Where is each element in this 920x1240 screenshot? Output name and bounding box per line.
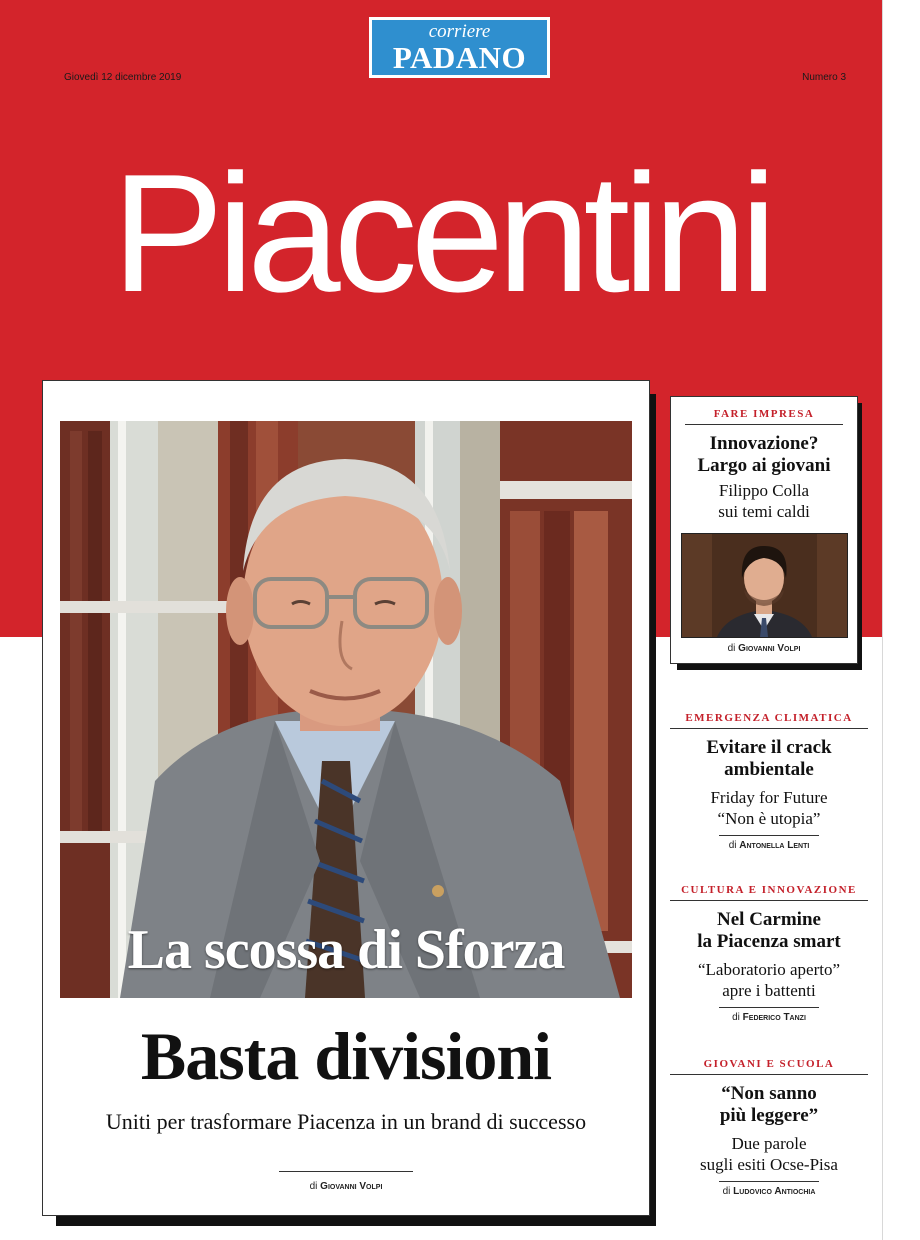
filippo-colla-photo[interactable] xyxy=(681,533,848,638)
issue-date: Giovedì 12 dicembre 2019 xyxy=(64,72,182,83)
publication-title: Piacentini xyxy=(111,139,771,327)
young-man-portrait xyxy=(682,534,847,637)
byline-author: Ludovico Antiochia xyxy=(733,1186,816,1197)
sidebar-story-emergenza-climatica[interactable] xyxy=(670,710,868,851)
kicker-divider xyxy=(670,728,868,729)
story-byline xyxy=(671,643,857,654)
story-byline xyxy=(670,1012,868,1023)
story-subline1: Due parole xyxy=(731,1134,807,1153)
byline-author: Giovanni Volpi xyxy=(320,1181,383,1192)
byline-prefix: di xyxy=(732,1012,740,1023)
kicker-divider xyxy=(670,900,868,901)
story-headline-line1[interactable]: Nel Carmine xyxy=(717,909,821,930)
kicker-divider xyxy=(685,424,843,425)
byline-prefix: di xyxy=(722,1186,731,1197)
cover-photo[interactable] xyxy=(60,421,632,998)
story-subline1: “Laboratorio aperto” xyxy=(697,960,841,979)
story-subline1: Friday for Future xyxy=(710,788,828,807)
story-byline xyxy=(670,840,868,851)
story-headline-line1[interactable]: Innovazione? xyxy=(709,433,819,454)
cover-headline[interactable]: Basta divisioni xyxy=(140,1018,552,1094)
portrait-illustration xyxy=(60,421,632,998)
story-subline1: Filippo Colla xyxy=(718,481,810,500)
photo-headline: La scossa di Sforza xyxy=(127,919,565,981)
logo-bottom-text: PADANO xyxy=(392,40,527,75)
sidebar-story-cultura-innovazione[interactable] xyxy=(670,882,868,1023)
cover-story-card[interactable] xyxy=(42,380,650,1216)
byline-divider xyxy=(279,1171,413,1172)
story-headline-line1[interactable]: Evitare il crack xyxy=(706,737,832,758)
cover-byline xyxy=(43,1181,649,1192)
story-headline-line1[interactable]: “Non sanno xyxy=(721,1083,817,1104)
byline-divider xyxy=(719,1181,819,1182)
story-byline xyxy=(670,1186,868,1197)
byline-prefix: di xyxy=(728,840,737,851)
byline-prefix: di xyxy=(727,643,736,654)
byline-prefix: di xyxy=(309,1181,318,1192)
story-headline-line2[interactable]: la Piacenza smart xyxy=(697,931,841,952)
story-subline2: sui temi caldi xyxy=(718,502,810,521)
corriere-padano-logo[interactable] xyxy=(369,17,550,78)
story-kicker: CULTURA E INNOVAZIONE xyxy=(681,884,857,896)
story-kicker: EMERGENZA CLIMATICA xyxy=(685,712,853,724)
sidebar-story-fare-impresa[interactable] xyxy=(670,396,858,664)
sidebar-story-giovani-scuola[interactable] xyxy=(670,1056,868,1197)
cover-subtitle: Uniti per trasformare Piacenza in un brand di successo xyxy=(105,1109,587,1134)
story-subline2: “Non è utopia” xyxy=(717,809,821,828)
issue-number: Numero 3 xyxy=(802,72,846,83)
story-subline2: sugli esiti Ocse-Pisa xyxy=(700,1155,838,1174)
byline-author: Antonella Lenti xyxy=(739,840,810,851)
logo-top-text: corriere xyxy=(428,21,491,42)
story-headline-line2[interactable]: più leggere” xyxy=(719,1105,819,1126)
story-kicker: FARE IMPRESA xyxy=(713,408,815,420)
byline-author: Giovanni Volpi xyxy=(738,643,801,654)
story-subline2: apre i battenti xyxy=(722,981,816,1000)
byline-divider xyxy=(719,835,819,836)
byline-divider xyxy=(719,1007,819,1008)
kicker-divider xyxy=(670,1074,868,1075)
story-headline-line2[interactable]: Largo ai giovani xyxy=(697,455,831,476)
story-kicker: GIOVANI E SCUOLA xyxy=(703,1058,835,1070)
byline-author: Federico Tanzi xyxy=(742,1012,806,1023)
story-headline-line2[interactable]: ambientale xyxy=(724,759,814,780)
